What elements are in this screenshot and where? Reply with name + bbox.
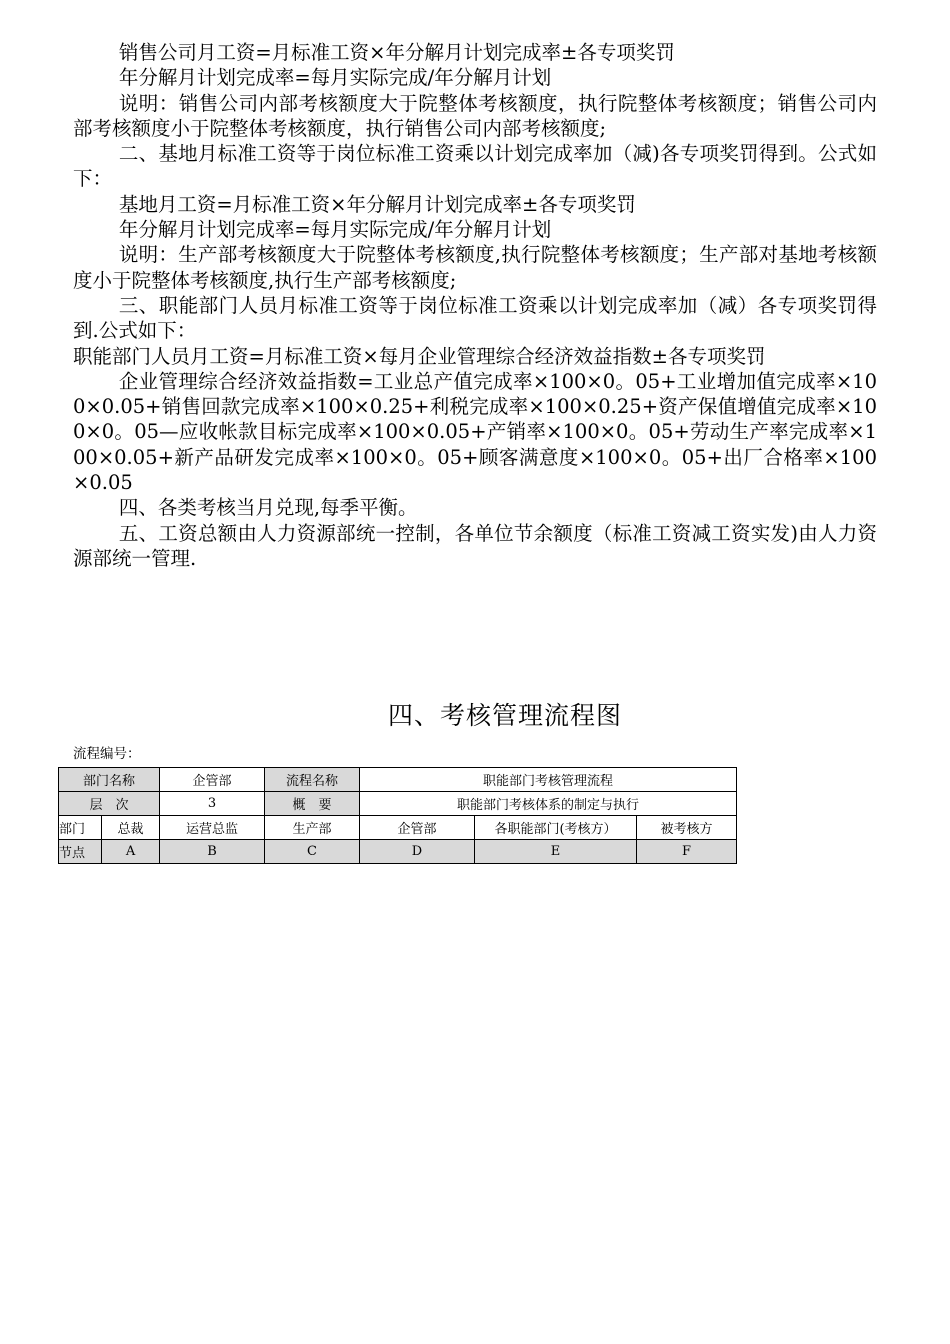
dept-cell: 被考核方 — [637, 816, 737, 840]
level-value: 3 — [160, 792, 265, 816]
paragraph: 说明：生产部考核额度大于院整体考核额度,执行院整体考核额度；生产部对基地考核额度小于院整体考核额度,执行生产部考核额度; — [73, 243, 877, 292]
node-cell: D — [360, 840, 475, 864]
paragraph: 四、各类考核当月兑现,每季平衡。 — [118, 496, 418, 520]
table-row — [59, 816, 737, 840]
dept-cell: 各职能部门(考核方） — [475, 816, 637, 840]
paragraph: 年分解月计划完成率=每月实际完成/年分解月计划 — [118, 218, 552, 242]
summary-value: 职能部门考核体系的制定与执行 — [360, 792, 737, 816]
dept-cell: 运营总监 — [160, 816, 265, 840]
process-info-table — [58, 767, 737, 864]
process-name-label: 流程名称 — [265, 768, 360, 792]
node-cell: B — [160, 840, 265, 864]
level-label: 层 次 — [59, 792, 160, 816]
node-row-label: 节点 — [59, 840, 102, 864]
table-row — [59, 768, 737, 792]
paragraph: 五、工资总额由人力资源部统一控制，各单位节余额度（标准工资减工资实发)由人力资源部统一管理. — [73, 521, 877, 570]
section-title: 四、考核管理流程图 — [387, 701, 622, 730]
table-row — [59, 792, 737, 816]
paragraph: 销售公司月工资=月标准工资×年分解月计划完成率±各专项奖罚 — [118, 41, 675, 64]
paragraph: 年分解月计划完成率=每月实际完成/年分解月计划 — [118, 66, 552, 90]
dept-name-label: 部门名称 — [59, 768, 160, 792]
dept-name-value: 企管部 — [160, 768, 265, 792]
process-name-value: 职能部门考核管理流程 — [360, 768, 737, 792]
node-cell: E — [475, 840, 637, 864]
dept-row-label: 部门 — [59, 816, 102, 840]
paragraph: 三、职能部门人员月标准工资等于岗位标准工资乘以计划完成率加（减）各专项奖罚得到.公式如下： — [73, 293, 877, 343]
node-cell: A — [102, 840, 160, 864]
paragraph: 职能部门人员月工资=月标准工资×每月企业管理综合经济效益指数±各专项奖罚 — [73, 344, 766, 368]
paragraph: 二、基地月标准工资等于岗位标准工资乘以计划完成率加（减)各专项奖罚得到。公式如下： — [73, 142, 877, 191]
paragraph: 说明：销售公司内部考核额度大于院整体考核额度，执行院整体考核额度；销售公司内部考核额度小于院整体考核额度，执行销售公司内部考核额度; — [73, 91, 877, 140]
dept-cell: 企管部 — [360, 816, 475, 840]
document-body — [73, 40, 877, 571]
table-row — [59, 840, 737, 864]
dept-cell: 总裁 — [102, 816, 160, 840]
summary-label: 概 要 — [265, 792, 360, 816]
paragraph: 企业管理综合经济效益指数=工业总产值完成率×100×0。05+工业增加值完成率×100×0.05+销售回款完成率×100×0.25+利税完成率×100×0.25+资产保值增值完成率×100×0。05—应收帐款目标完成率×100×0.05+产销率×100×0。05+劳动生产率完成率×100×0.05+新产品研发完成率×100×0。05+顾客满意度×100×0。05+出厂合格率×100×0.05 — [73, 369, 877, 495]
node-cell: F — [637, 840, 737, 864]
dept-cell: 生产部 — [265, 816, 360, 840]
node-cell: C — [265, 840, 360, 864]
flow-number-label: 流程编号： — [73, 746, 141, 762]
paragraph: 基地月工资=月标准工资×年分解月计划完成率±各专项奖罚 — [118, 192, 636, 216]
